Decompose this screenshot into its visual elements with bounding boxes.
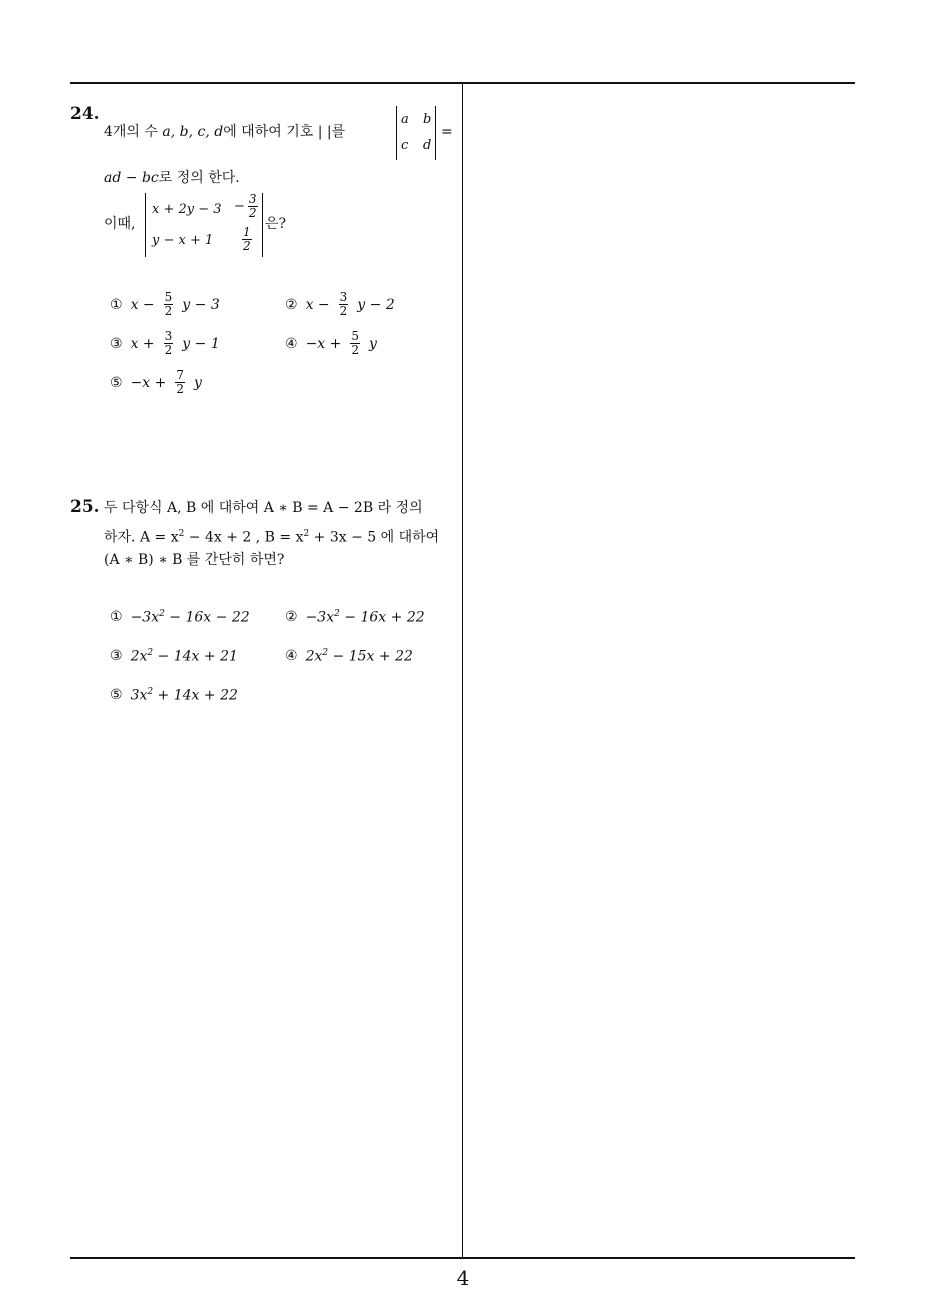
numerator: 3 [164, 329, 173, 343]
q24-line3-pre: 이때, [104, 216, 136, 232]
exponent: 2 [303, 529, 310, 539]
denominator: 2 [243, 239, 251, 253]
choice-pre: 2x [130, 648, 148, 665]
choice-post: − 16x + 22 [339, 609, 425, 626]
choice-marker: ⑤ [110, 687, 123, 704]
q25-choice-1[interactable] [110, 609, 250, 626]
choice-post: − 14x + 21 [153, 648, 238, 665]
choice-post: y − 2 [357, 296, 395, 313]
denominator: 2 [248, 206, 257, 220]
choice-post: + 14x + 22 [153, 687, 238, 704]
q25-line-1: 두 다항식 A, B 에 대하여 A ∗ B = A − 2B 라 정의 [104, 500, 423, 516]
q24-line1-vars: a, b, c, d [162, 124, 224, 140]
numerator: 7 [176, 368, 185, 382]
q24-choice-5[interactable] [110, 369, 202, 396]
choice-pre: x + [130, 335, 155, 352]
q25-line2-pre: 하자. A = x [104, 529, 179, 546]
choice-post: y − 1 [182, 335, 220, 352]
definition-determinant [396, 106, 436, 160]
denominator: 2 [351, 343, 360, 357]
choice-marker: ④ [285, 335, 298, 352]
choice-post: y [194, 374, 202, 391]
choice-marker: ① [110, 296, 123, 313]
matrix-entry-22 [241, 226, 253, 253]
q24-choice-3[interactable] [110, 330, 220, 357]
q24-choice-4[interactable] [285, 330, 377, 357]
matrix-entry-21: y − x + 1 [152, 233, 214, 248]
choice-marker: ③ [110, 648, 123, 665]
question-number: 25. [70, 497, 100, 517]
exponent: 2 [159, 609, 165, 619]
q24-line3-post: 은? [265, 216, 287, 232]
equals-sign: = [441, 124, 453, 140]
denominator: 2 [339, 304, 348, 318]
choice-marker: ① [110, 609, 123, 626]
choice-fraction [339, 291, 349, 318]
choice-fraction [164, 291, 174, 318]
exponent: 2 [147, 648, 154, 658]
exponent: 2 [322, 648, 329, 658]
matrix-entry-22-fraction [242, 226, 252, 253]
choice-post: y − 3 [182, 296, 220, 313]
q25-choice-5[interactable] [110, 687, 238, 704]
denominator: 2 [176, 382, 185, 396]
q24-line1-bars: | | [317, 124, 332, 140]
choice-post: y [369, 335, 377, 352]
choice-pre: 2x [305, 648, 323, 665]
numerator: 5 [351, 329, 360, 343]
column-divider [462, 83, 463, 1258]
numerator: 5 [164, 290, 173, 304]
matrix-entry-12 [234, 193, 259, 220]
question-determinant [145, 193, 263, 257]
question-number: 24. [70, 104, 100, 124]
matrix-entry-12-fraction [248, 193, 258, 220]
choice-pre: 3x [130, 687, 148, 704]
choice-fraction [175, 369, 185, 396]
choice-pre: −3x [305, 609, 335, 626]
q25-choice-4[interactable] [285, 648, 413, 665]
choice-marker: ② [285, 296, 298, 313]
choice-pre: −x + [130, 374, 167, 391]
matrix-entry-12-sign: − [234, 199, 245, 214]
exponent: 2 [147, 687, 154, 697]
det-c: c [401, 138, 409, 153]
numerator: 1 [243, 225, 251, 239]
exponent: 2 [178, 529, 185, 539]
choice-marker: ③ [110, 335, 123, 352]
q25-line-3: (A ∗ B) ∗ B 를 간단히 하면? [104, 552, 285, 568]
matrix-entry-11: x + 2y − 3 [152, 202, 222, 217]
det-b: b [423, 112, 432, 127]
choice-pre: x − [305, 296, 330, 313]
q25-line2-mid: − 4x + 2 , B = x [184, 529, 304, 546]
denominator: 2 [164, 304, 173, 318]
q24-choice-2[interactable] [285, 291, 395, 318]
numerator: 3 [339, 290, 348, 304]
choice-marker: ⑤ [110, 374, 123, 391]
choice-marker: ② [285, 609, 298, 626]
exponent: 2 [334, 609, 340, 619]
q25-line2-post: + 3x − 5 에 대하여 [309, 529, 440, 546]
choice-fraction [164, 330, 174, 357]
q24-line1-pre: 4개의 수 [104, 124, 158, 140]
footer-rule [70, 1257, 855, 1259]
choice-post: − 15x + 22 [328, 648, 413, 665]
numerator: 3 [248, 192, 257, 206]
q24-line1-reul: 를 [331, 124, 346, 140]
denominator: 2 [164, 343, 173, 357]
q24-line-2 [104, 168, 240, 188]
choice-post: − 16x − 22 [164, 609, 250, 626]
choice-marker: ④ [285, 648, 298, 665]
det-a: a [401, 112, 409, 127]
q25-line-2 [104, 524, 439, 548]
q24-line1-post: 에 대하여 기호 [223, 124, 314, 140]
q24-line2-post: 로 정의 한다. [158, 170, 240, 186]
q25-choice-3[interactable] [110, 648, 238, 665]
page-number: 4 [456, 1266, 470, 1290]
choice-pre: −x + [305, 335, 342, 352]
det-d: d [423, 138, 432, 153]
q25-choice-2[interactable] [285, 609, 425, 626]
choice-pre: x − [130, 296, 155, 313]
choice-pre: −3x [130, 609, 160, 626]
q24-choice-1[interactable] [110, 291, 220, 318]
choice-fraction [350, 330, 360, 357]
q24-line2-expr: ad − bc [104, 170, 159, 186]
q24-line-1 [104, 122, 345, 142]
